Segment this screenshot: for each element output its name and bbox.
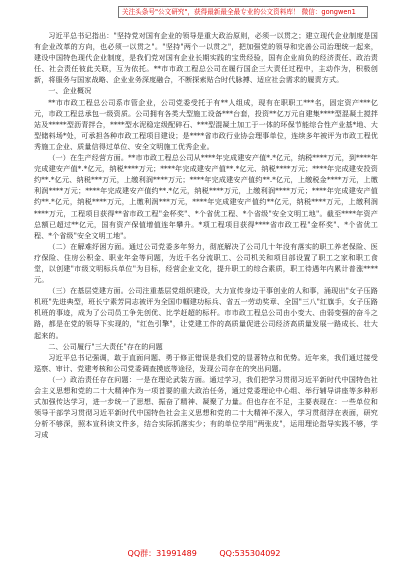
top-banner: 关注头条号"公文研究"，获得最新最全最专业的公文资料库！ 微信：gongwen1 <box>118 6 368 18</box>
section-heading-overview: 一、企业概况 <box>48 86 92 96</box>
party-building-paragraph: （三）在基层党建方面。公司注重基层党组织建设，大力宣传身边干事创业的人和事，涌现出"女子压路机班"先进典型，班长宁素芳同志被评为全国巾帼建功标兵、省五一劳动奖章、全国"三八"红旗手，女子压路机班的事迹，成为了公司员工争先创优、比学赶超的标杆。市市政工程总公司由小变大、由弱变强的奋斗之路，都是在党的领导下实现的，"红色引擎"，让党建工作的高质量促进公司经济高质量发展一路成长、壮大起来的。 <box>34 286 378 340</box>
footer-contact <box>0 548 408 559</box>
political-responsibility-paragraph: （一）政治责任存在问题：一是在理论武装方面。通过学习，我们把学习贯彻习近平新时代中国特色社会主义思想和党的二十大精神作为一项首要的重大政治任务，通过党委理论中心组、举行辅导讲座等多种形式加强传达学习，进一步统一了思想、振奋了精神、凝聚了力量。但也存在不足，主要表现在：一些单位和领导干部学习贯彻习近平新时代中国特色社会主义思想和党的二十大精神不深入，学习贯彻浮在表面，研究分析不够深，照本宣科读文件多，结合实际抓落实少；有的单位学用"两张皮"，运用理论指导实践不够，学习成 <box>34 374 378 440</box>
document-body <box>34 30 378 440</box>
footer-qq-group: QQ群：31991489 <box>127 549 197 558</box>
intro-paragraph: 习近平总书记指出："坚持党对国有企业的领导是重大政治原则，必须一以贯之；建立现代企业制度是国有企业改革的方向，也必须一以贯之"。"坚持"两个一以贯之"，把加强党的领导和完善公司治理统一起来，建设中国特色现代企业制度，是我们党对国有企业长期实践的宝贵经验，国有企业肩负的经济责任、政治责任、社会责任彼此关联，互为依托。**市市政工程总公司在履行国企三大责任过程中，主动作为，积极创新，将服务与国家战略、企业业务深度融合，不断探索贴合时代脉搏、适应社会需求的履责方式。 <box>34 31 378 85</box>
production-paragraph: （一）在生产经营方面。**市市政工程总公司从****年完成建安产值*.*亿元，纳税****万元，到****年完成建安产值*.*亿元，纳税****万元；****年完成建安产值**.*亿元、纳税****万元；****年完成建安投资约**.*亿元、纳税***万元，上缴利润****万元；****年完成建安产值约**.*亿元，上缴税金****万元，上缴利润****万元；****年完成建安产值约**.*亿元，纳税****万元，上缴利润****万元；****年完成建安产值约**.*亿元，纳税****万元，上缴利润***万元，****年完成建安产值约**亿元，纳税****万元，上缴利润****万元，工程项目获得**省市政工程"金杯奖"、*个省优工程、*个省级"安全文明工地"。截至****年资产总额已超过**亿元，国有资产保值增值连年攀升。*项工程项目获得****省市政工程"金杯奖"、*个省优工程、*个省级"安全文明工地"。 <box>34 153 378 240</box>
footer-qq: QQ:535304092 <box>219 549 281 558</box>
overview-paragraph: **市市政工程总公司系市管企业，公司党委受托于有**人组成，现有在职职工***名，固定资产***亿元，市政工程总承包一级资质。公司拥有各类大型施工设备***台套，投资**亿万元自建集****型混凝土搅拌站及*****型沥青拌合，****型水泥稳定级配碎石、***型混凝土加工于一体的环保节能综合性产业基*地、大型储料场*处，可承担各种市政工程项目建设；是****省市政行业协会理事单位，连续多年被评为市政工程优秀施工企业、质量信得过单位、安全文明施工优秀企业。 <box>34 97 378 151</box>
section-heading-problems: 二、公司履行"三大责任"存在的问题 <box>48 341 163 351</box>
problems-intro-paragraph: 习近平总书记强调，敢于直面问题、勇于修正错误是我们党的显著特点和优势。近年来，我们通过接受巡察、审计、党建考核和公司党委调查摸底等途径，发现公司存在的突出问题。 <box>34 352 378 373</box>
relief-paragraph: （二）在解难纾困方面。通过公司党委多年努力，彻底解决了公司几十年没有落实的职工养老保险、医疗保险、住房公积金、职业年金等问题，为近千名分流职工、公司机关和项目部设置了职工之家和职工食堂，以创建"市级文明标兵单位"为目标，经营企业文化，提升职工的综合素质，职工待遇年内累计普涨****元。 <box>34 241 378 285</box>
